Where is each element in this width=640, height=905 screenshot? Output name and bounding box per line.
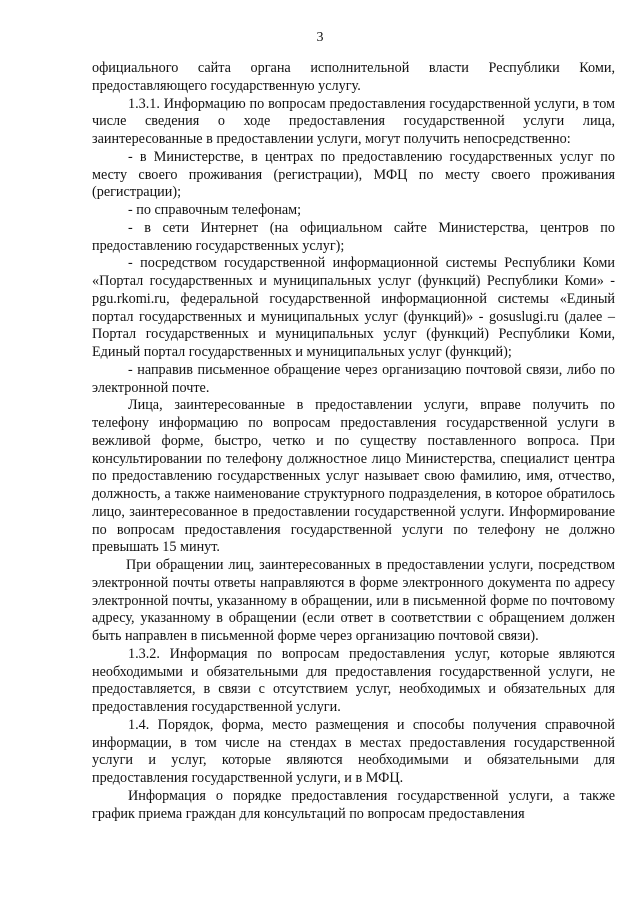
list-item-mail: - направив письменное обращение через организацию почтовой связи, либо по электронной почте. [92,361,615,396]
paragraph-email-requests: При обращении лиц, заинтересованных в предоставлении услуги, посредством электронной почты ответы направляются в форме электронного документа по адресу электронной почты, указанному в обращении, или в письменной форме по почтовому адресу, указанному в обращении (если ответ в соответствии с обращением должен быть направлен в письменной форме через организацию почтовой связи). [92,557,615,644]
list-item-ministry: - в Министерстве, в центрах по предоставлению государственных услуг по месту своего проживания (регистрации), МФЦ по месту своего проживания (регистрации); [92,148,615,201]
list-item-phones: - по справочным телефонам; [128,202,302,218]
paragraph-schedule-info: Информация о порядке предоставления государственной услуги, а также график приема граждан для консультаций по вопросам предоставления [92,787,615,822]
page-number: 3 [316,30,324,45]
list-item-internet: - в сети Интернет (на официальном сайте Министерства, центров по предоставлению государственных услуг); [92,219,615,254]
paragraph-phone-consultation: Лица, заинтересованные в предоставлении услуги, вправе получить по телефону информацию по вопросам предоставления государственной услуги в вежливой форме, быстро, четко и по существу поставленного вопроса. При консультировании по телефону должностное лицо Министерства, специалист центра по предоставлению государственных услуг называет свою фамилию, имя, отчество, должность, а также наименование структурного подразделения, в которое обратилось лицо, заинтересованное в предоставлении государственной услуги. Информирование по вопросам предоставления государственной услуги по телефону не должно превышать 15 минут. [92,397,615,556]
document-body [92,60,615,823]
paragraph-1-3-2: 1.3.2. Информация по вопросам предоставления услуг, которые являются необходимыми и обязательными для предоставления государственной услуги, не предоставляется, в связи с отсутствием услуг, необходимых и обязательных для предоставления государственной услуги. [92,645,615,715]
paragraph-1-3-1: 1.3.1. Информацию по вопросам предоставления государственной услуги, в том числе сведения о ходе предоставления государственной услуги лица, заинтересованные в предоставлении услуги, могут получить непосредственно: [92,95,615,147]
list-item-portal: - посредством государственной информационной системы Республики Коми «Портал государственных и муниципальных услуг (функций) Республики Коми» - pgu.rkomi.ru, федеральной государственной информационной системы «Единый портал государственных и муниципальных услуг (функций)» - gosuslugi.ru (далее – Портал государственных и муниципальных услуг (функций) Республики Коми, Единый портал государственных и муниципальных услуг (функций); [92,255,615,360]
paragraph-1-4: 1.4. Порядок, форма, место размещения и способы получения справочной информации, в том числе на стендах в местах предоставления государственной услуги и услуг, которые являются необходимыми и обязательными для предоставления государственной услуги, и в МФЦ. [92,716,615,786]
paragraph-official-site-continuation: официального сайта органа исполнительной власти Республики Коми, предоставляющего государственную услугу. [92,60,615,94]
